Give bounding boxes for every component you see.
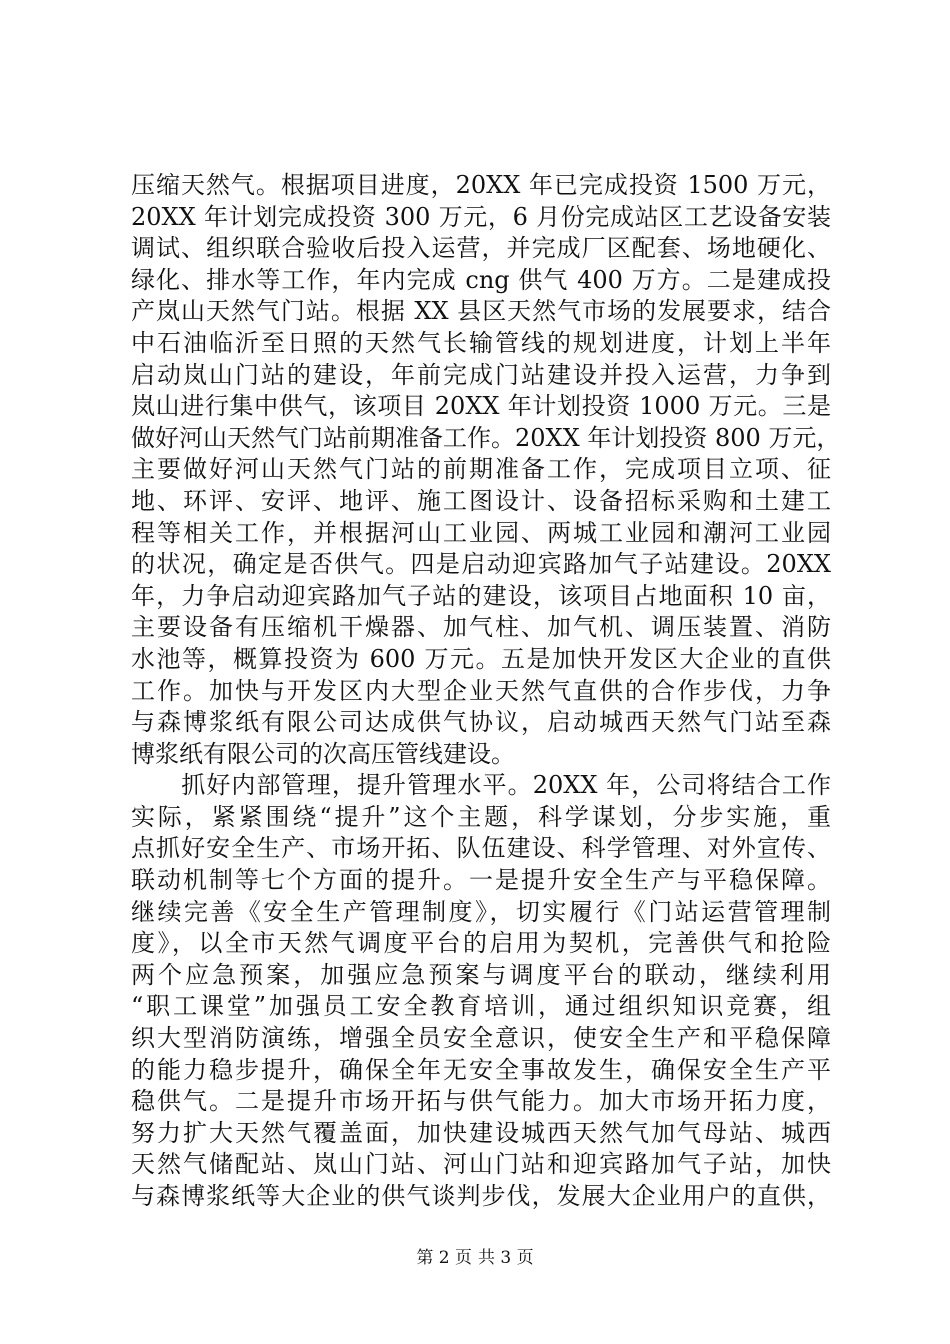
- text-line: 调试、组织联合验收后投入运营，并完成厂区配套、场地硬化、: [131, 234, 831, 263]
- text-line: 继续完善《安全生产管理制度》，切实履行《门站运营管理制: [131, 897, 831, 926]
- text-line: 博浆纸有限公司的次高压管线建设。: [131, 739, 515, 768]
- text-line: 压缩天然气。根据项目进度，20XX 年已完成投资 1500 万元，: [131, 171, 831, 199]
- text-line: 织大型消防演练，增强全员安全意识，使安全生产和平稳保障: [131, 1024, 831, 1053]
- text-line: 绿化、排水等工作，年内完成 cng 供气 400 万方。二是建成投: [131, 265, 831, 294]
- text-line: 与森博浆纸等大企业的供气谈判步伐，发展大企业用户的直供，: [131, 1182, 831, 1210]
- text-line: 中石油临沂至日照的天然气长输管线的规划进度，计划上半年: [131, 328, 831, 357]
- text-line: 实际，紧紧围绕“提升”这个主题，科学谋划，分步实施，重: [131, 802, 831, 831]
- page-total: 共 3 页: [478, 1248, 534, 1268]
- text-line: 水池等，概算投资为 600 万元。五是加快开发区大企业的直供: [131, 644, 831, 673]
- text-line: 做好河山天然气门站前期准备工作。20XX 年计划投资 800 万元，: [131, 423, 841, 452]
- text-line: 抓好内部管理，提升管理水平。20XX 年，公司将结合工作: [131, 771, 831, 800]
- text-line: 产岚山天然气门站。根据 XX 县区天然气市场的发展要求，结合: [131, 297, 831, 326]
- page-footer: [0, 1246, 950, 1270]
- body-text: [131, 170, 841, 1213]
- text-line: “职工课堂”加强员工安全教育培训，通过组织知识竞赛，组: [131, 992, 831, 1021]
- text-line: 努力扩大天然气覆盖面，加快建设城西天然气加气母站、城西: [131, 1118, 831, 1147]
- text-line: 20XX 年计划完成投资 300 万元，6 月份完成站区工艺设备安装: [131, 202, 831, 231]
- text-line: 的状况，确定是否供气。四是启动迎宾路加气子站建设。20XX: [131, 550, 831, 579]
- text-line: 年，力争启动迎宾路加气子站的建设，该项目占地面积 10 亩，: [131, 581, 831, 610]
- text-line: 程等相关工作，并根据河山工业园、两城工业园和潮河工业园: [131, 518, 831, 547]
- text-line: 工作。加快与开发区内大型企业天然气直供的合作步伐，力争: [131, 676, 831, 705]
- text-line: 天然气储配站、岚山门站、河山门站和迎宾路加气子站，加快: [131, 1150, 831, 1179]
- text-line: 稳供气。二是提升市场开拓与供气能力。加大市场开拓力度，: [131, 1087, 831, 1116]
- text-line: 主要做好河山天然气门站的前期准备工作，完成项目立项、征: [131, 455, 831, 484]
- text-line: 与森博浆纸有限公司达成供气协议，启动城西天然气门站至森: [131, 708, 831, 737]
- text-line: 点抓好安全生产、市场开拓、队伍建设、科学管理、对外宣传、: [131, 834, 831, 863]
- text-line: 联动机制等七个方面的提升。一是提升安全生产与平稳保障。: [131, 866, 831, 895]
- text-line: 启动岚山门站的建设，年前完成门站建设并投入运营，力争到: [131, 360, 831, 389]
- text-line: 地、环评、安评、地评、施工图设计、设备招标采购和土建工: [131, 486, 831, 515]
- text-line: 主要设备有压缩机干燥器、加气柱、加气机、调压装置、消防: [131, 613, 831, 642]
- text-line: 两个应急预案，加强应急预案与调度平台的联动，继续利用: [131, 960, 831, 989]
- page-number: 第 2 页: [416, 1248, 472, 1268]
- text-line: 岚山进行集中供气，该项目 20XX 年计划投资 1000 万元。三是: [131, 392, 831, 421]
- text-line: 度》，以全市天然气调度平台的启用为契机，完善供气和抢险: [131, 929, 831, 958]
- text-line: 的能力稳步提升，确保全年无安全事故发生，确保安全生产平: [131, 1055, 831, 1084]
